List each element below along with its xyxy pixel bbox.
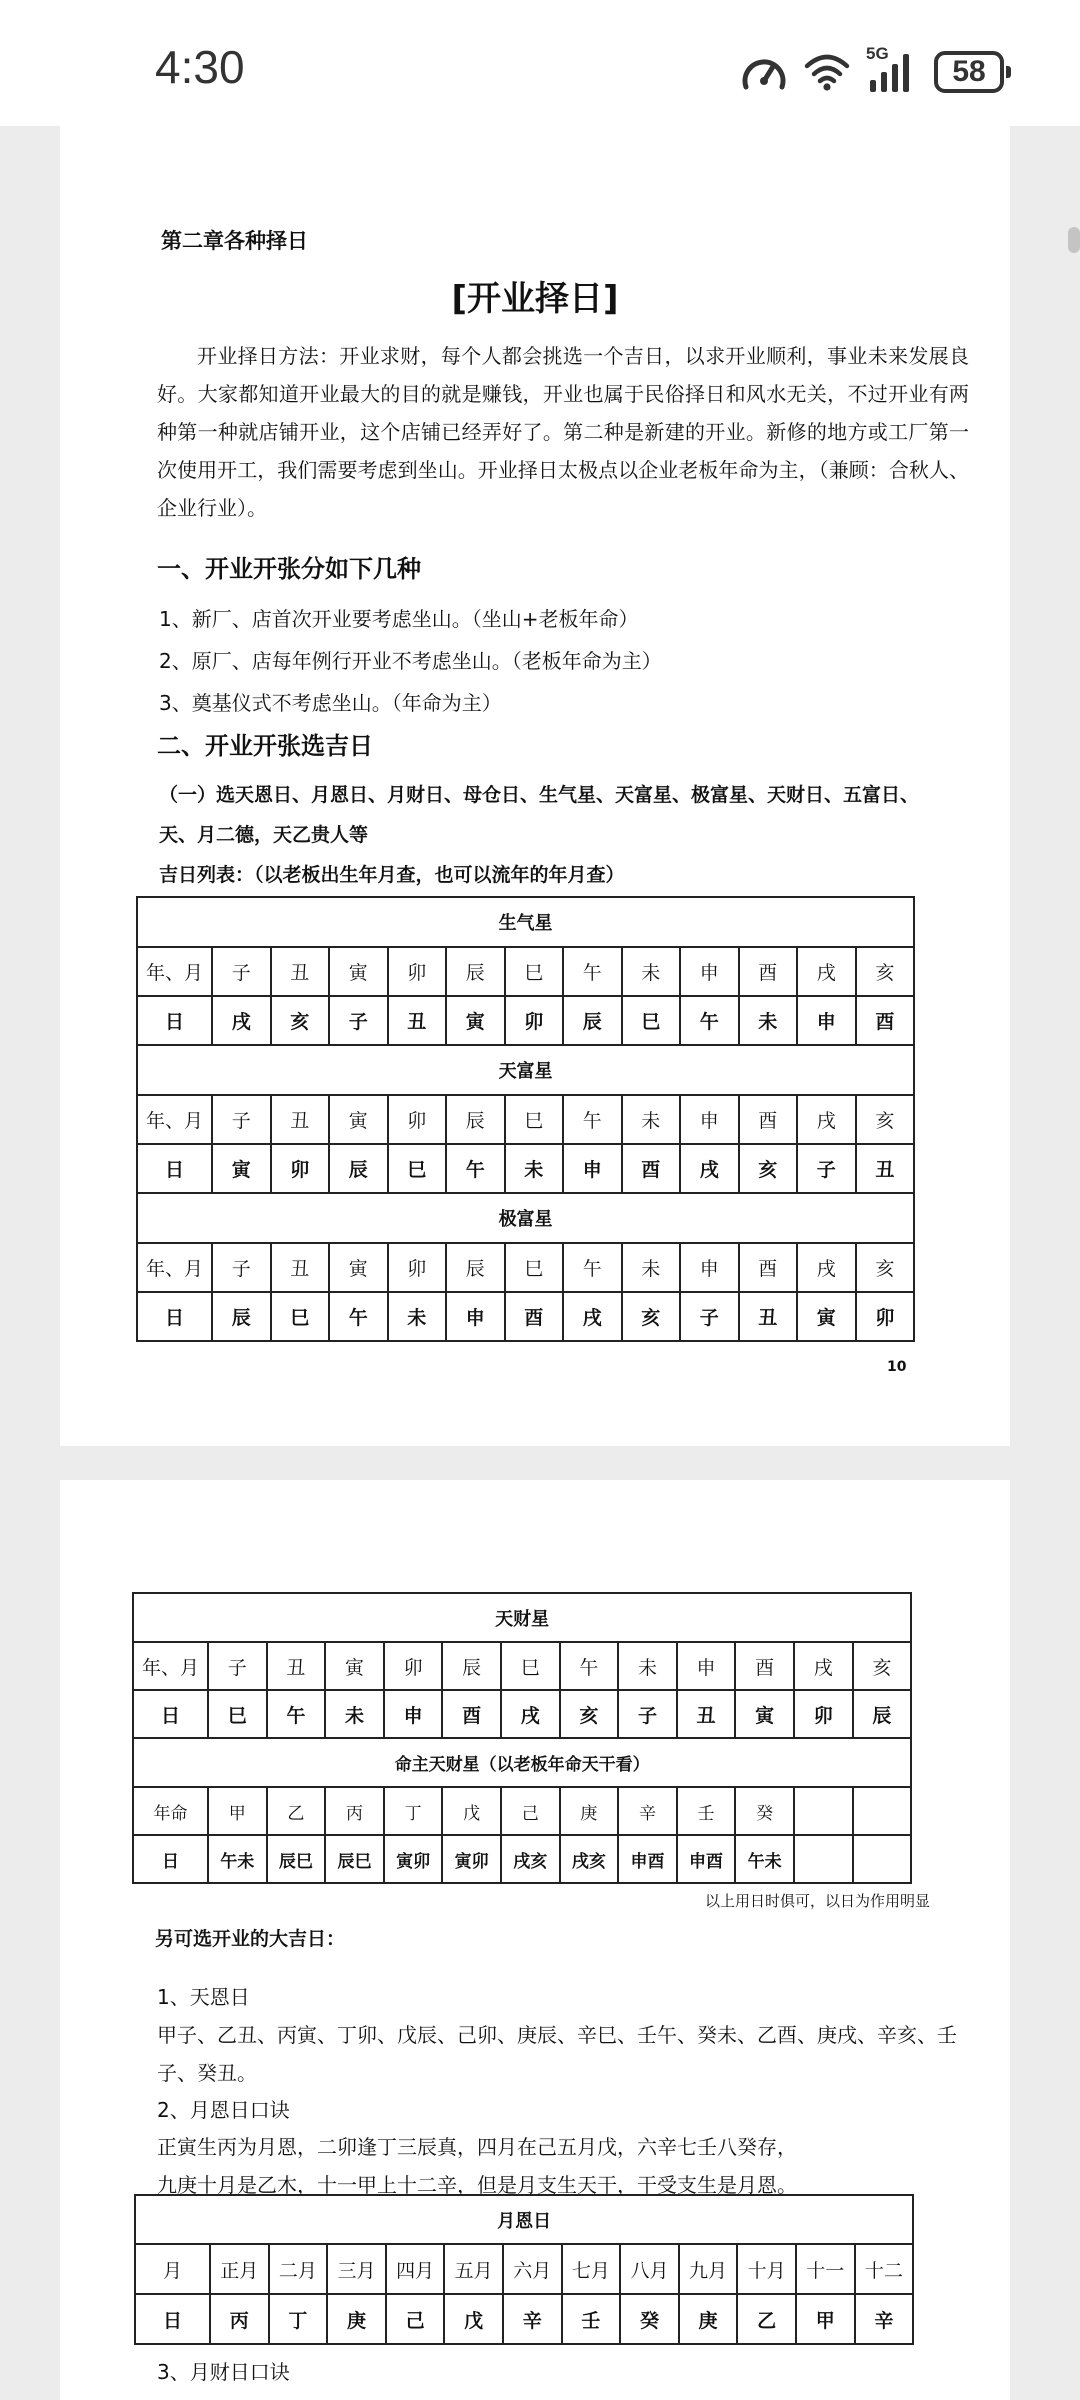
table-cell: 子 <box>797 1144 856 1193</box>
table-cell: 申 <box>680 1243 739 1292</box>
table-cell: 丁 <box>384 1787 443 1835</box>
table-cell: 子 <box>212 1243 271 1292</box>
table-cell: 丑 <box>271 947 330 996</box>
table-cell: 酉 <box>739 947 798 996</box>
table-cell: 丑 <box>856 1144 915 1193</box>
table-cell: 辛 <box>618 1787 677 1835</box>
table-cell: 二月 <box>269 2244 328 2294</box>
table-cell: 六月 <box>503 2244 562 2294</box>
table-cell: 寅 <box>329 1243 388 1292</box>
table-cell: 未 <box>618 1642 677 1690</box>
table-cell: 十月 <box>737 2244 796 2294</box>
table-cell: 申 <box>797 996 856 1045</box>
table-cell: 戊 <box>444 2294 503 2344</box>
table-cell: 寅 <box>325 1642 384 1690</box>
table-cell: 酉 <box>505 1292 564 1341</box>
intro-paragraph: 开业择日方法：开业求财，每个人都会挑选一个吉日，以求开业顺利，事业未来发展良好。大家都知道开业最大的目的就是赚钱，开业也属于民俗择日和风水无关，不过开业有两种第一种就店铺开业，这个店铺已经弄好了。第二种是新建的开业。新修的地方或工厂第一次使用开工，我们需要考虑到坐山。开业择日太极点以企业老板年命为主，（兼顾：合秋人、企业行业）。 <box>157 344 969 520</box>
table-cell: 寅 <box>797 1292 856 1341</box>
table-cell: 酉 <box>739 1095 798 1144</box>
table-cell: 子 <box>329 996 388 1045</box>
table-cell: 子 <box>208 1642 267 1690</box>
table-cell: 丙 <box>325 1787 384 1835</box>
table-cell: 亥 <box>856 1243 915 1292</box>
shengqi-section <box>137 897 914 1045</box>
item1-line2: 子、癸丑。 <box>157 2061 257 2085</box>
table-cell: 酉 <box>739 1243 798 1292</box>
table-cell: 亥 <box>271 996 330 1045</box>
sub1-line2: 天、月二德，天乙贵人等 <box>159 824 369 846</box>
table-cell: 寅 <box>446 996 505 1045</box>
table-cell: 九月 <box>679 2244 738 2294</box>
item1-title: 1、天恩日 <box>157 1985 250 2009</box>
table-cell: 酉 <box>856 996 915 1045</box>
table-cell: 寅卯 <box>384 1835 443 1883</box>
table-cell: 戌 <box>212 996 271 1045</box>
table-cell: 辰 <box>563 996 622 1045</box>
table-cell: 年、月 <box>137 947 212 996</box>
table-cell: 申酉 <box>618 1835 677 1883</box>
section2-title: 二、开业开张选吉日 <box>157 732 373 760</box>
table-cell: 申 <box>446 1292 505 1341</box>
table-cell: 巳 <box>505 947 564 996</box>
table-cell: 酉 <box>622 1144 681 1193</box>
table-cell: 日 <box>137 996 212 1045</box>
table-cell: 午 <box>446 1144 505 1193</box>
item2-title: 2、月恩日口诀 <box>157 2098 290 2122</box>
table-cell: 丑 <box>677 1690 736 1738</box>
table-cell: 亥 <box>856 947 915 996</box>
yueen-section <box>135 2195 913 2344</box>
chapter-title: 第二章各种择日 <box>161 229 308 253</box>
table-cell: 卯 <box>856 1292 915 1341</box>
table-cell: 午 <box>560 1642 619 1690</box>
table-cell: 丙 <box>210 2294 269 2344</box>
table-cell: 卯 <box>794 1690 853 1738</box>
table-title: 命主天财星（以老板年命天干看） <box>133 1738 911 1787</box>
status-time: 4:30 <box>155 41 245 93</box>
table-cell: 酉 <box>735 1642 794 1690</box>
table-cell: 午 <box>563 947 622 996</box>
signal-icon <box>866 44 918 94</box>
table-cell: 巳 <box>505 1243 564 1292</box>
table-cell: 卯 <box>388 1243 447 1292</box>
table-cell: 三月 <box>327 2244 386 2294</box>
table-cell: 午 <box>563 1243 622 1292</box>
table-cell: 未 <box>388 1292 447 1341</box>
table-cell: 丑 <box>388 996 447 1045</box>
table-cell: 午 <box>267 1690 326 1738</box>
table-cell: 日 <box>135 2294 210 2344</box>
table-cell: 戌 <box>680 1144 739 1193</box>
table-cell: 寅 <box>329 1095 388 1144</box>
table-cell: 寅 <box>329 947 388 996</box>
table-cell: 未 <box>505 1144 564 1193</box>
table-cell: 辰巳 <box>267 1835 326 1883</box>
list-label: 吉日列表：（以老板出生年月查，也可以流年的年月查） <box>159 864 625 886</box>
main-title: [开业择日] <box>451 279 619 319</box>
table-cell: 巳 <box>501 1642 560 1690</box>
table-cell: 七月 <box>562 2244 621 2294</box>
table-cell: 乙 <box>267 1787 326 1835</box>
table-cell: 八月 <box>620 2244 679 2294</box>
sub1-line1: （一）选天恩日、月恩日、月财日、母仓日、生气星、天富星、极富星、天财日、五富日、 <box>159 784 920 806</box>
table-cell: 己 <box>386 2294 445 2344</box>
table-title: 天财星 <box>133 1593 911 1642</box>
table-cell: 申酉 <box>677 1835 736 1883</box>
mingzhu-section <box>133 1738 911 1883</box>
section1-item-2: 2、原厂、店每年例行开业不考虑坐山。（老板年命为主） <box>159 649 662 673</box>
table-cell: 亥 <box>853 1642 912 1690</box>
table-cell: 未 <box>325 1690 384 1738</box>
document-page-1 <box>60 126 1010 1446</box>
table-cell: 十二 <box>855 2244 914 2294</box>
table-cell: 癸 <box>620 2294 679 2344</box>
table-cell: 戌亥 <box>501 1835 560 1883</box>
table-cell: 四月 <box>386 2244 445 2294</box>
table-cell <box>794 1835 853 1883</box>
auspicious-days-table <box>136 896 915 1342</box>
table-cell: 未 <box>622 1243 681 1292</box>
table-cell <box>853 1835 912 1883</box>
status-icons <box>740 44 1004 96</box>
table-cell: 庚 <box>327 2294 386 2344</box>
table-cell: 乙 <box>737 2294 796 2344</box>
table-cell: 卯 <box>388 1095 447 1144</box>
table-cell: 亥 <box>739 1144 798 1193</box>
table-cell: 丁 <box>269 2294 328 2344</box>
table-cell: 戌 <box>794 1642 853 1690</box>
tianfu-section <box>137 1045 914 1193</box>
table-cell: 巳 <box>622 996 681 1045</box>
table-cell: 子 <box>680 1292 739 1341</box>
table-cell: 亥 <box>622 1292 681 1341</box>
table-cell: 辰 <box>446 947 505 996</box>
item2-line1: 正寅生丙为月恩，二卯逢丁三辰真，四月在己五月戊，六辛七壬八癸存， <box>157 2135 797 2159</box>
table-cell: 己 <box>501 1787 560 1835</box>
table-title: 天富星 <box>137 1045 914 1095</box>
table-cell: 未 <box>622 1095 681 1144</box>
tiancai-table <box>132 1592 912 1884</box>
table-cell: 丑 <box>267 1642 326 1690</box>
tiancai-section <box>133 1593 911 1738</box>
jifu-section <box>137 1193 914 1341</box>
network-label: 5G <box>866 44 889 63</box>
table-cell: 庚 <box>679 2294 738 2344</box>
table-cell: 辰 <box>446 1095 505 1144</box>
table-cell: 戌 <box>797 1243 856 1292</box>
table-cell: 戌 <box>563 1292 622 1341</box>
table-cell: 甲 <box>208 1787 267 1835</box>
table-cell: 未 <box>739 996 798 1045</box>
table-cell: 申 <box>563 1144 622 1193</box>
item2-line2: 九庚十月是乙木，十一甲上十二辛，但是月支生天干，干受支生是月恩。 <box>157 2173 797 2197</box>
table-cell: 巳 <box>271 1292 330 1341</box>
table-cell: 正月 <box>210 2244 269 2294</box>
page-number: 10 <box>887 1359 907 1375</box>
yueen-table <box>134 2194 914 2345</box>
table-cell: 日 <box>137 1292 212 1341</box>
battery-icon <box>934 51 1004 93</box>
table-note: 以上用日时俱可，以日为作用明显 <box>704 1892 930 1910</box>
table-cell: 年、月 <box>137 1095 212 1144</box>
table-cell: 亥 <box>560 1690 619 1738</box>
table-cell: 申 <box>677 1642 736 1690</box>
item3-title: 3、月财日口诀 <box>157 2360 290 2384</box>
wifi-icon <box>804 52 850 92</box>
battery-level: 58 <box>952 55 986 88</box>
table-cell: 午 <box>563 1095 622 1144</box>
table-cell: 子 <box>212 1095 271 1144</box>
table-cell: 巳 <box>388 1144 447 1193</box>
table-cell: 年、月 <box>137 1243 212 1292</box>
table-cell: 日 <box>137 1144 212 1193</box>
table-cell: 亥 <box>856 1095 915 1144</box>
table-cell: 寅卯 <box>442 1835 501 1883</box>
table-cell: 辛 <box>503 2294 562 2344</box>
table-cell: 戊 <box>442 1787 501 1835</box>
table-cell: 甲 <box>796 2294 855 2344</box>
speedometer-icon <box>740 51 788 93</box>
table-cell: 申 <box>680 1095 739 1144</box>
table-cell: 寅 <box>735 1690 794 1738</box>
table-cell: 五月 <box>444 2244 503 2294</box>
table-cell: 子 <box>618 1690 677 1738</box>
table-cell: 壬 <box>562 2294 621 2344</box>
table-cell <box>853 1787 912 1835</box>
table-title: 月恩日 <box>135 2195 913 2244</box>
section1-item-3: 3、奠基仪式不考虑坐山。（年命为主） <box>159 691 502 715</box>
table-cell: 巳 <box>505 1095 564 1144</box>
section1-item-1: 1、新厂、店首次开业要考虑坐山。（坐山+老板年命） <box>159 607 639 631</box>
table-cell: 申 <box>384 1690 443 1738</box>
table-cell: 卯 <box>505 996 564 1045</box>
table-cell: 壬 <box>677 1787 736 1835</box>
table-cell: 年、月 <box>133 1642 208 1690</box>
table-cell: 卯 <box>384 1642 443 1690</box>
table-cell: 辰 <box>853 1690 912 1738</box>
table-cell: 子 <box>212 947 271 996</box>
table-cell: 午未 <box>208 1835 267 1883</box>
table-cell: 午未 <box>735 1835 794 1883</box>
table-cell: 年命 <box>133 1787 208 1835</box>
table-cell: 寅 <box>212 1144 271 1193</box>
table-cell: 辰 <box>446 1243 505 1292</box>
document-page-2 <box>60 1480 1010 2400</box>
table-cell: 月 <box>135 2244 210 2294</box>
table-cell: 戌 <box>501 1690 560 1738</box>
table-cell: 日 <box>133 1835 208 1883</box>
table-cell: 卯 <box>271 1144 330 1193</box>
table-cell: 戌 <box>797 1095 856 1144</box>
table-title: 生气星 <box>137 897 914 947</box>
table-cell: 辰 <box>442 1642 501 1690</box>
table-cell: 丑 <box>739 1292 798 1341</box>
table-cell: 丑 <box>271 1095 330 1144</box>
table-cell: 巳 <box>208 1690 267 1738</box>
table-cell: 酉 <box>442 1690 501 1738</box>
table-cell: 申 <box>680 947 739 996</box>
table-cell: 癸 <box>735 1787 794 1835</box>
table-cell: 未 <box>622 947 681 996</box>
table-cell: 辰 <box>212 1292 271 1341</box>
status-bar <box>0 0 1080 126</box>
table-cell: 戌 <box>797 947 856 996</box>
table-cell: 庚 <box>560 1787 619 1835</box>
table-cell: 午 <box>680 996 739 1045</box>
table-cell <box>794 1787 853 1835</box>
table-cell: 辰巳 <box>325 1835 384 1883</box>
item1-line1: 甲子、乙丑、丙寅、丁卯、戊辰、己卯、庚辰、辛巳、壬午、癸未、乙酉、庚戌、辛亥、壬 <box>157 2023 957 2047</box>
section1-title: 一、开业开张分如下几种 <box>157 555 421 583</box>
table-cell: 戌亥 <box>560 1835 619 1883</box>
other-days-title: 另可选开业的大吉日： <box>155 1928 346 1950</box>
table-cell: 丑 <box>271 1243 330 1292</box>
table-cell: 十一 <box>796 2244 855 2294</box>
table-cell: 午 <box>329 1292 388 1341</box>
table-title: 极富星 <box>137 1193 914 1243</box>
table-cell: 卯 <box>388 947 447 996</box>
scrollbar-thumb[interactable] <box>1068 227 1080 253</box>
table-cell: 日 <box>133 1690 208 1738</box>
table-cell: 辰 <box>329 1144 388 1193</box>
table-cell: 辛 <box>855 2294 914 2344</box>
